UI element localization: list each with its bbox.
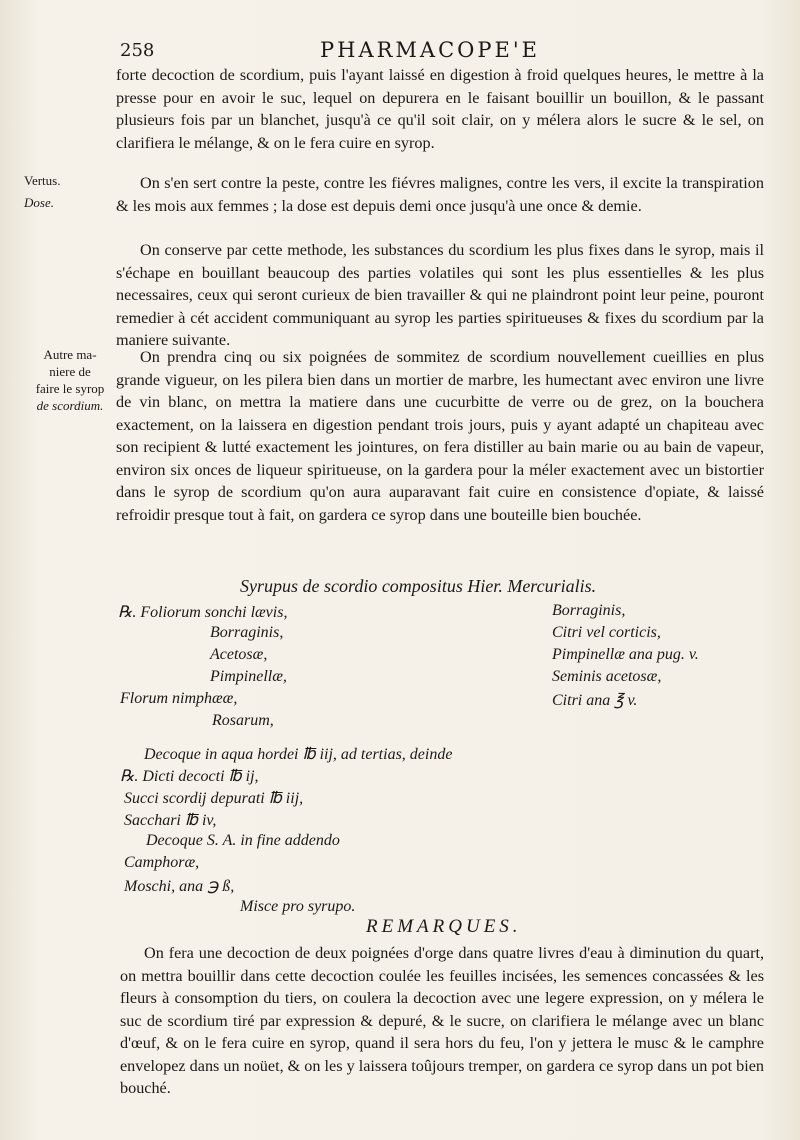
recipe-line-6: Camphoræ, <box>124 854 200 871</box>
recipe-line-3: Succi scordij depurati ℔ iij, <box>124 790 304 807</box>
paragraph-4: On prendra cinq ou six poignées de sommitez de scordium nouvellement cueillies en plus grande vigueur, on les pilera bien dans un mortier de marbre, les humectant avec environ une livre de vin blanc, on mettra la matiere dans une cucurbitte de verre ou de grez, on la bouchera exactement, on la laissera en digestion pendant trois jours, puis y ayant adapté un chapiteau avec son recipient & lutté exactement les jointures, on fera distiller au bain marie ou au bain de vapeur, environ six onces de liqueur spiritueuse, on la gardera pour la méler exactement avec un bistortier dans le syrop de scordium qu'on aura auparavant fait cuire en consistence d'opiate, & laissé refroidir presque tout à fait, on gardera ce syrop dans une bouteille bien bouchée. <box>116 348 764 524</box>
paragraph-3: On conserve par cette methode, les substances du scordium les plus fixes dans le syrop, mais il s'échape en bouillant beaucoup des parties volatiles qui sont les plus essentielles & les plus necessaires, ceux qui seront curieux de bien travailler & qui ne plaindront point leur peine, pouront remedier à cét accident communiquant au syrop les parties spiritueuses & fixes du scordium par la maniere suivante. <box>116 241 764 349</box>
recipe-right-2: Citri vel corticis, <box>552 624 661 641</box>
paragraph-2: On s'en sert contre la peste, contre les fiévres malignes, contre les vers, il excite la transpiration & les mois aux femmes ; la dose est depuis demi once jusqu'à une once & demie. <box>116 174 764 215</box>
margin-note-vertus: Vertus. <box>24 173 61 188</box>
recipe-right-4: Seminis acetosæ, <box>552 668 662 685</box>
recipe-title: Syrupus de scordio compositus Hier. Mercurialis. <box>240 576 597 596</box>
paragraph-5: On fera une decoction de deux poignées d'orge dans quatre livres d'eau à diminution du quart, on mettra bouillir dans cette decoction coulée les feuilles incisées, les semences concassées & les fleurs à consomption du tiers, on coulera la decoction avec une legere expression, on y mélera le suc de scordium tiré par expression & depuré, & le sucre, on clarifiera le mélange avec un blanc d'œuf, & on le fera cuire en syrop, quand il sera hors du feu, l'on y jettera le musc & le camphre envelopez dans un noüet, & on les y laissera toûjours tremper, on gardera ce syrop dans un pot bien bouché. <box>120 944 764 1097</box>
recipe-line-4: Sacchari ℔ iv, <box>124 812 217 829</box>
recipe-line-2: ℞. Dicti decocti ℔ ij, <box>120 768 259 785</box>
recipe-left-1: ℞. Foliorum sonchi lævis, <box>118 604 288 621</box>
margin-note-dose: Dose. <box>24 195 54 210</box>
recipe-right-5: Citri ana ℥ v. <box>552 692 638 709</box>
recipe-left-2: Borraginis, <box>210 624 284 641</box>
recipe-left-3: Acetosæ, <box>210 646 268 663</box>
recipe-line-8: Misce pro syrupo. <box>240 898 356 915</box>
recipe-left-5: Florum nimphææ, <box>120 690 238 707</box>
paragraph-1: forte decoction de scordium, puis l'ayant laissé en digestion à froid quelques heures, le mettre à la presse pour en avoir le suc, lequel on depurera en le faisant bouillir un bouillon, & le passant plusieurs fois par un blanchet, jusqu'à ce qu'il soit clair, on y mélera alors le sucre & le sel, on clarifiera le mélange, & on le fera cuire en syrop. <box>116 66 764 152</box>
page-number: 258 <box>120 40 155 61</box>
running-head: PHARMACOPE'E <box>320 38 540 62</box>
remarques-heading: REMARQUES. <box>366 916 522 937</box>
recipe-right-3: Pimpinellæ ana pug. v. <box>552 646 699 663</box>
recipe-right-1: Borraginis, <box>552 602 626 619</box>
recipe-line-7: Moschi, ana ℈ ß, <box>124 878 235 895</box>
recipe-left-6: Rosarum, <box>212 712 274 729</box>
recipe-left-4: Pimpinellæ, <box>210 668 287 685</box>
recipe-line-5: Decoque S. A. in fine addendo <box>146 832 340 849</box>
margin-note-autre: Autre ma- niere de faire le syrop de scordium. <box>35 347 105 413</box>
recipe-line-1: Decoque in aqua hordei ℔ iij, ad tertias, deinde <box>144 746 453 763</box>
